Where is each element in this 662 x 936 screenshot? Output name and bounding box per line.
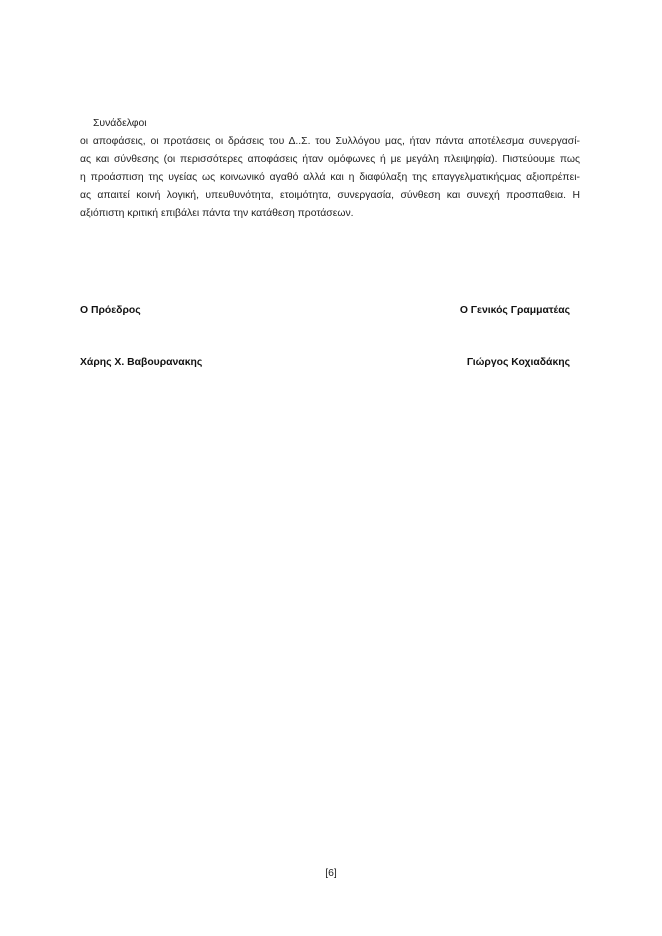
paragraph-line: ας και σύνθεσης (οι περισσότερες αποφάσεις ήταν ομόφωνες ή με μεγάλη πλειψηφία). Πιστεύουμε πως <box>80 154 580 165</box>
paragraph-line: ας απαιτεί κοινή λογική, υπευθυνότητα, ετοιμότητα, συνεργασία, σύνθεση και συνεχή προσπαθεια. Η <box>80 190 580 201</box>
page-number: [6] <box>325 868 337 879</box>
president-title: Ο Πρόεδρος <box>80 305 141 316</box>
letter-body <box>80 115 580 223</box>
salutation: Συνάδελφοι <box>93 118 147 129</box>
secretary-general-name: Γιώργος Κοχιαδάκης <box>466 357 570 368</box>
president-name: Χάρης Χ. Βαβουρανακης <box>80 357 203 368</box>
paragraph-line: οι αποφάσεις, οι προτάσεις οι δράσεις του Δ..Σ. του Συλλόγου μας, ήταν πάντα αποτέλεσμα συνεργασί- <box>80 136 580 147</box>
secretary-general-title: Ο Γενικός Γραμματέας <box>459 305 570 316</box>
main-paragraph <box>80 133 580 223</box>
paragraph-line: αξιόπιστη κριτική επιβάλει πάντα την κατάθεση προτάσεων. <box>80 208 354 219</box>
paragraph-line: η προάσπιση της υγείας ως κοινωνικό αγαθό αλλά και η διαφύλαξη της επαγγελματικήςμας αξιοπρέπει- <box>80 172 580 183</box>
